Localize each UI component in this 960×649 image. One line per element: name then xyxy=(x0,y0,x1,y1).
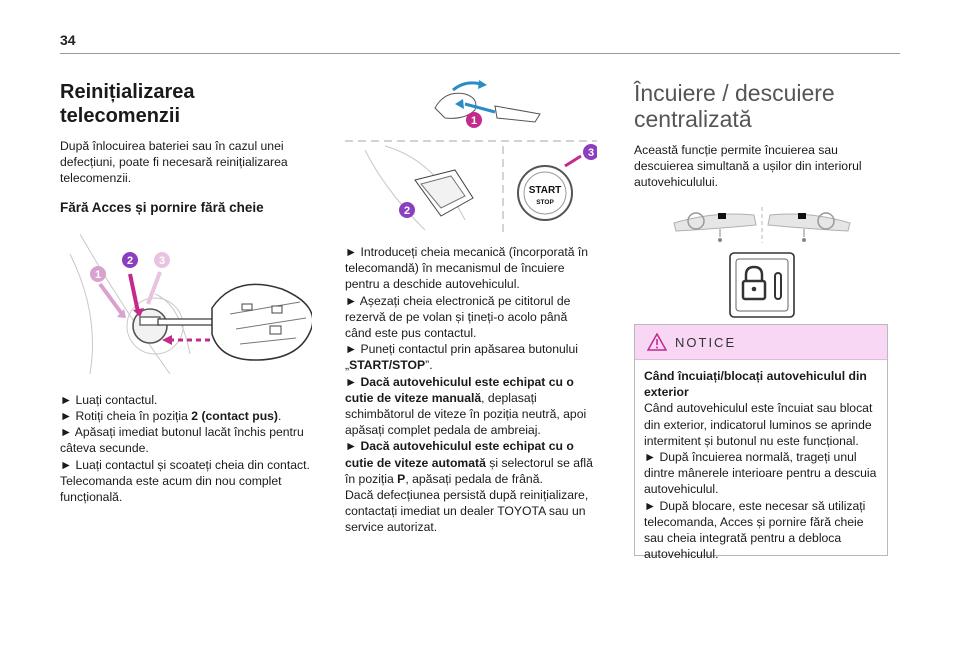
section-title: Reinițializarea telecomenzii xyxy=(60,81,195,127)
para-5: ► Dacă autovehiculul este echipat cu o cutie de viteze automată și selectorul se află în poziția P, apăsați pedala de frână. xyxy=(345,439,593,486)
column-remote-reset xyxy=(60,80,312,505)
step-3: ► Apăsați imediat butonul lacăt închis pentru câteva secunde. xyxy=(60,425,304,456)
notice-box xyxy=(634,324,888,562)
column-backup-start xyxy=(345,80,597,536)
callout-1: 1 xyxy=(94,268,102,281)
notice-label: NOTICE xyxy=(675,334,737,350)
notice-para-3: ► După blocare, este necesar să utilizați telecomanda, Acces și pornire fără cheie sau cheia integrată pentru a debloca autovehiculul. xyxy=(644,498,866,562)
notice-para-1: Când autovehiculul este încuiat sau blocat din exterior, indicatorul luminos se aprinde intermitent și butonul nu este funcțional. xyxy=(644,401,873,448)
dashboard-position-illustration xyxy=(634,203,890,245)
notice-header xyxy=(635,325,887,360)
step-1: ► Luați contactul. xyxy=(60,392,158,407)
para-6: Dacă defecțiunea persistă după reinițializare, contactați imediat un dealer TOYOTA sau un service autorizat. xyxy=(345,488,589,535)
warning-icon xyxy=(647,333,667,351)
lock-button-icon xyxy=(728,251,796,319)
callout-3: 3 xyxy=(158,254,166,267)
central-locking-intro: Această funcție permite încuierea sau descuierea simultană a ușilor din interiorul autovehiculului. xyxy=(634,143,862,190)
closing-text: Telecomanda este acum din nou complet funcțională. xyxy=(60,473,282,505)
notice-para-2: ► După încuierea normală, trageți unul dintre mânerele interioare pentru a descuia autovehiculul. xyxy=(644,450,877,497)
step-4: ► Luați contactul și scoateți cheia din contact. xyxy=(60,457,310,472)
para-1: ► Introduceți cheia mecanică (încorporată în telecomandă) în mecanismul de încuiere pentru a deschide autovehiculul. xyxy=(345,245,589,292)
stop-label: STOP xyxy=(536,199,554,206)
para-4: ► Dacă autovehiculul este echipat cu o cutie de viteze manuală, deplasați schimbătorul de viteze în poziția neutră, apoi apăsați complet pedala de ambreiaj. xyxy=(345,374,587,438)
key-insert-illustration xyxy=(60,234,312,374)
para-2: ► Așezați cheia electronică pe cititorul de rezervă de pe volan și țineți-o acolo până când este pus contactul. xyxy=(345,293,571,341)
backup-start-illustration xyxy=(345,80,597,232)
callout-2: 2 xyxy=(126,254,134,267)
fig2-callout-2: 2 xyxy=(403,205,411,217)
column-central-locking xyxy=(634,80,890,319)
fig2-callout-1: 1 xyxy=(470,115,478,127)
notice-body xyxy=(635,360,887,562)
page-number: 34 xyxy=(60,32,76,48)
start-label: START xyxy=(528,185,562,196)
subsection-title: Fără Acces și pornire fără cheie xyxy=(60,199,264,215)
para-3: ► Puneți contactul prin apăsarea butonului „START/STOP”. xyxy=(345,342,578,373)
top-divider xyxy=(60,53,900,54)
intro-text: După înlocuirea bateriei sau în cazul unei defecțiuni, poate fi necesară reinițializarea telecomenzii. xyxy=(60,139,288,186)
section-title-central-locking: Încuiere / descuiere centralizată xyxy=(634,80,835,132)
notice-heading: Când încuiați/blocați autovehiculul din exterior xyxy=(644,369,867,400)
fig2-callout-3: 3 xyxy=(587,147,595,159)
step-2: ► Rotiți cheia în poziția 2 (contact pus). xyxy=(60,409,282,424)
